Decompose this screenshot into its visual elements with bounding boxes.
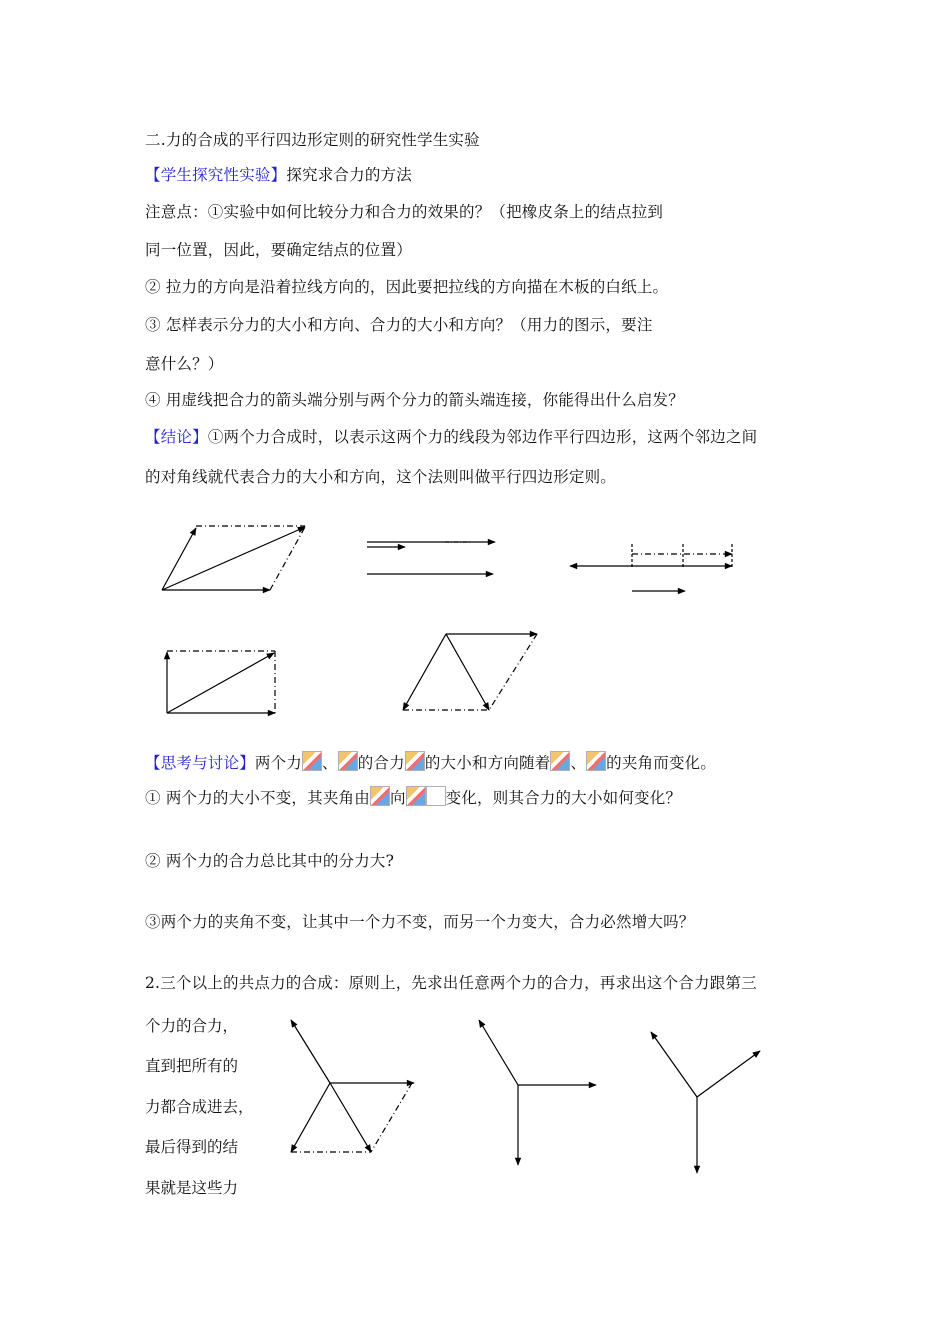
side-line-2: 直到把所有的	[145, 1057, 239, 1075]
discussion-tag: 【思考与讨论】	[145, 754, 255, 772]
experiment-tag: 【学生探究性实验】	[145, 166, 287, 184]
note-1b: 同一位置，因此，要确定结点的位置）	[145, 241, 412, 259]
note-1a: 注意点：①实验中如何比较分力和合力的效果的？（把橡皮条上的结点拉到	[145, 203, 664, 221]
discussion-p5: 、	[570, 754, 587, 772]
note-3b: 意什么？）	[145, 355, 224, 373]
side-line-3: 力都合成进去，	[145, 1098, 254, 1116]
note-3a: ③ 怎样表示分力的大小和方向、合力的大小和方向？（用力的图示，要注	[145, 316, 653, 334]
three-forces-line-1: 2.三个以上的共点力的合成：原则上，先求出任意两个力的合力，再求出这个合力跟第三	[145, 974, 757, 992]
note-4: ④ 用虚线把合力的箭头端分别与两个分力的箭头端连接，你能得出什么启发？	[145, 391, 684, 409]
side-line-5: 果就是这些力	[145, 1179, 239, 1197]
side-line-4: 最后得到的结	[145, 1138, 239, 1156]
discussion-p3: 的合力	[357, 754, 405, 772]
question-2: ② 两个力的合力总比其中的分力大?	[145, 852, 395, 870]
conclusion-text-a: ①两个力合成时，以表示这两个力的线段为邻边作平行四边形，这两个邻边之间	[207, 428, 758, 446]
discussion-p6: 的夹角而变化。	[606, 754, 717, 772]
discussion-p2: 、	[322, 754, 338, 772]
note-2: ② 拉力的方向是沿着拉线方向的，因此要把拉线的方向描在木板的白纸上。	[145, 278, 669, 296]
question-1b: 向	[389, 789, 406, 807]
experiment-text: 探究求合力的方法	[286, 166, 412, 184]
question-1a: ① 两个力的大小不变，其夹角由	[145, 789, 370, 807]
discussion-p1: 两个力	[254, 754, 303, 772]
conclusion-line-b: 的对角线就代表合力的大小和方向，这个法则叫做平行四边形定则。	[145, 468, 617, 486]
conclusion-tag: 【结论】	[145, 428, 208, 446]
section-title: 二.力的合成的平行四边形定则的研究性学生实验	[145, 131, 480, 149]
question-3: ③两个力的夹角不变，让其中一个力不变，而另一个力变大，合力必然增大吗？	[145, 913, 695, 931]
discussion-p4: 的大小和方向随着	[424, 754, 551, 772]
question-1c: 变化，则其合力的大小如何变化？	[445, 789, 682, 807]
side-line-1: 个力的合力，	[145, 1017, 239, 1035]
